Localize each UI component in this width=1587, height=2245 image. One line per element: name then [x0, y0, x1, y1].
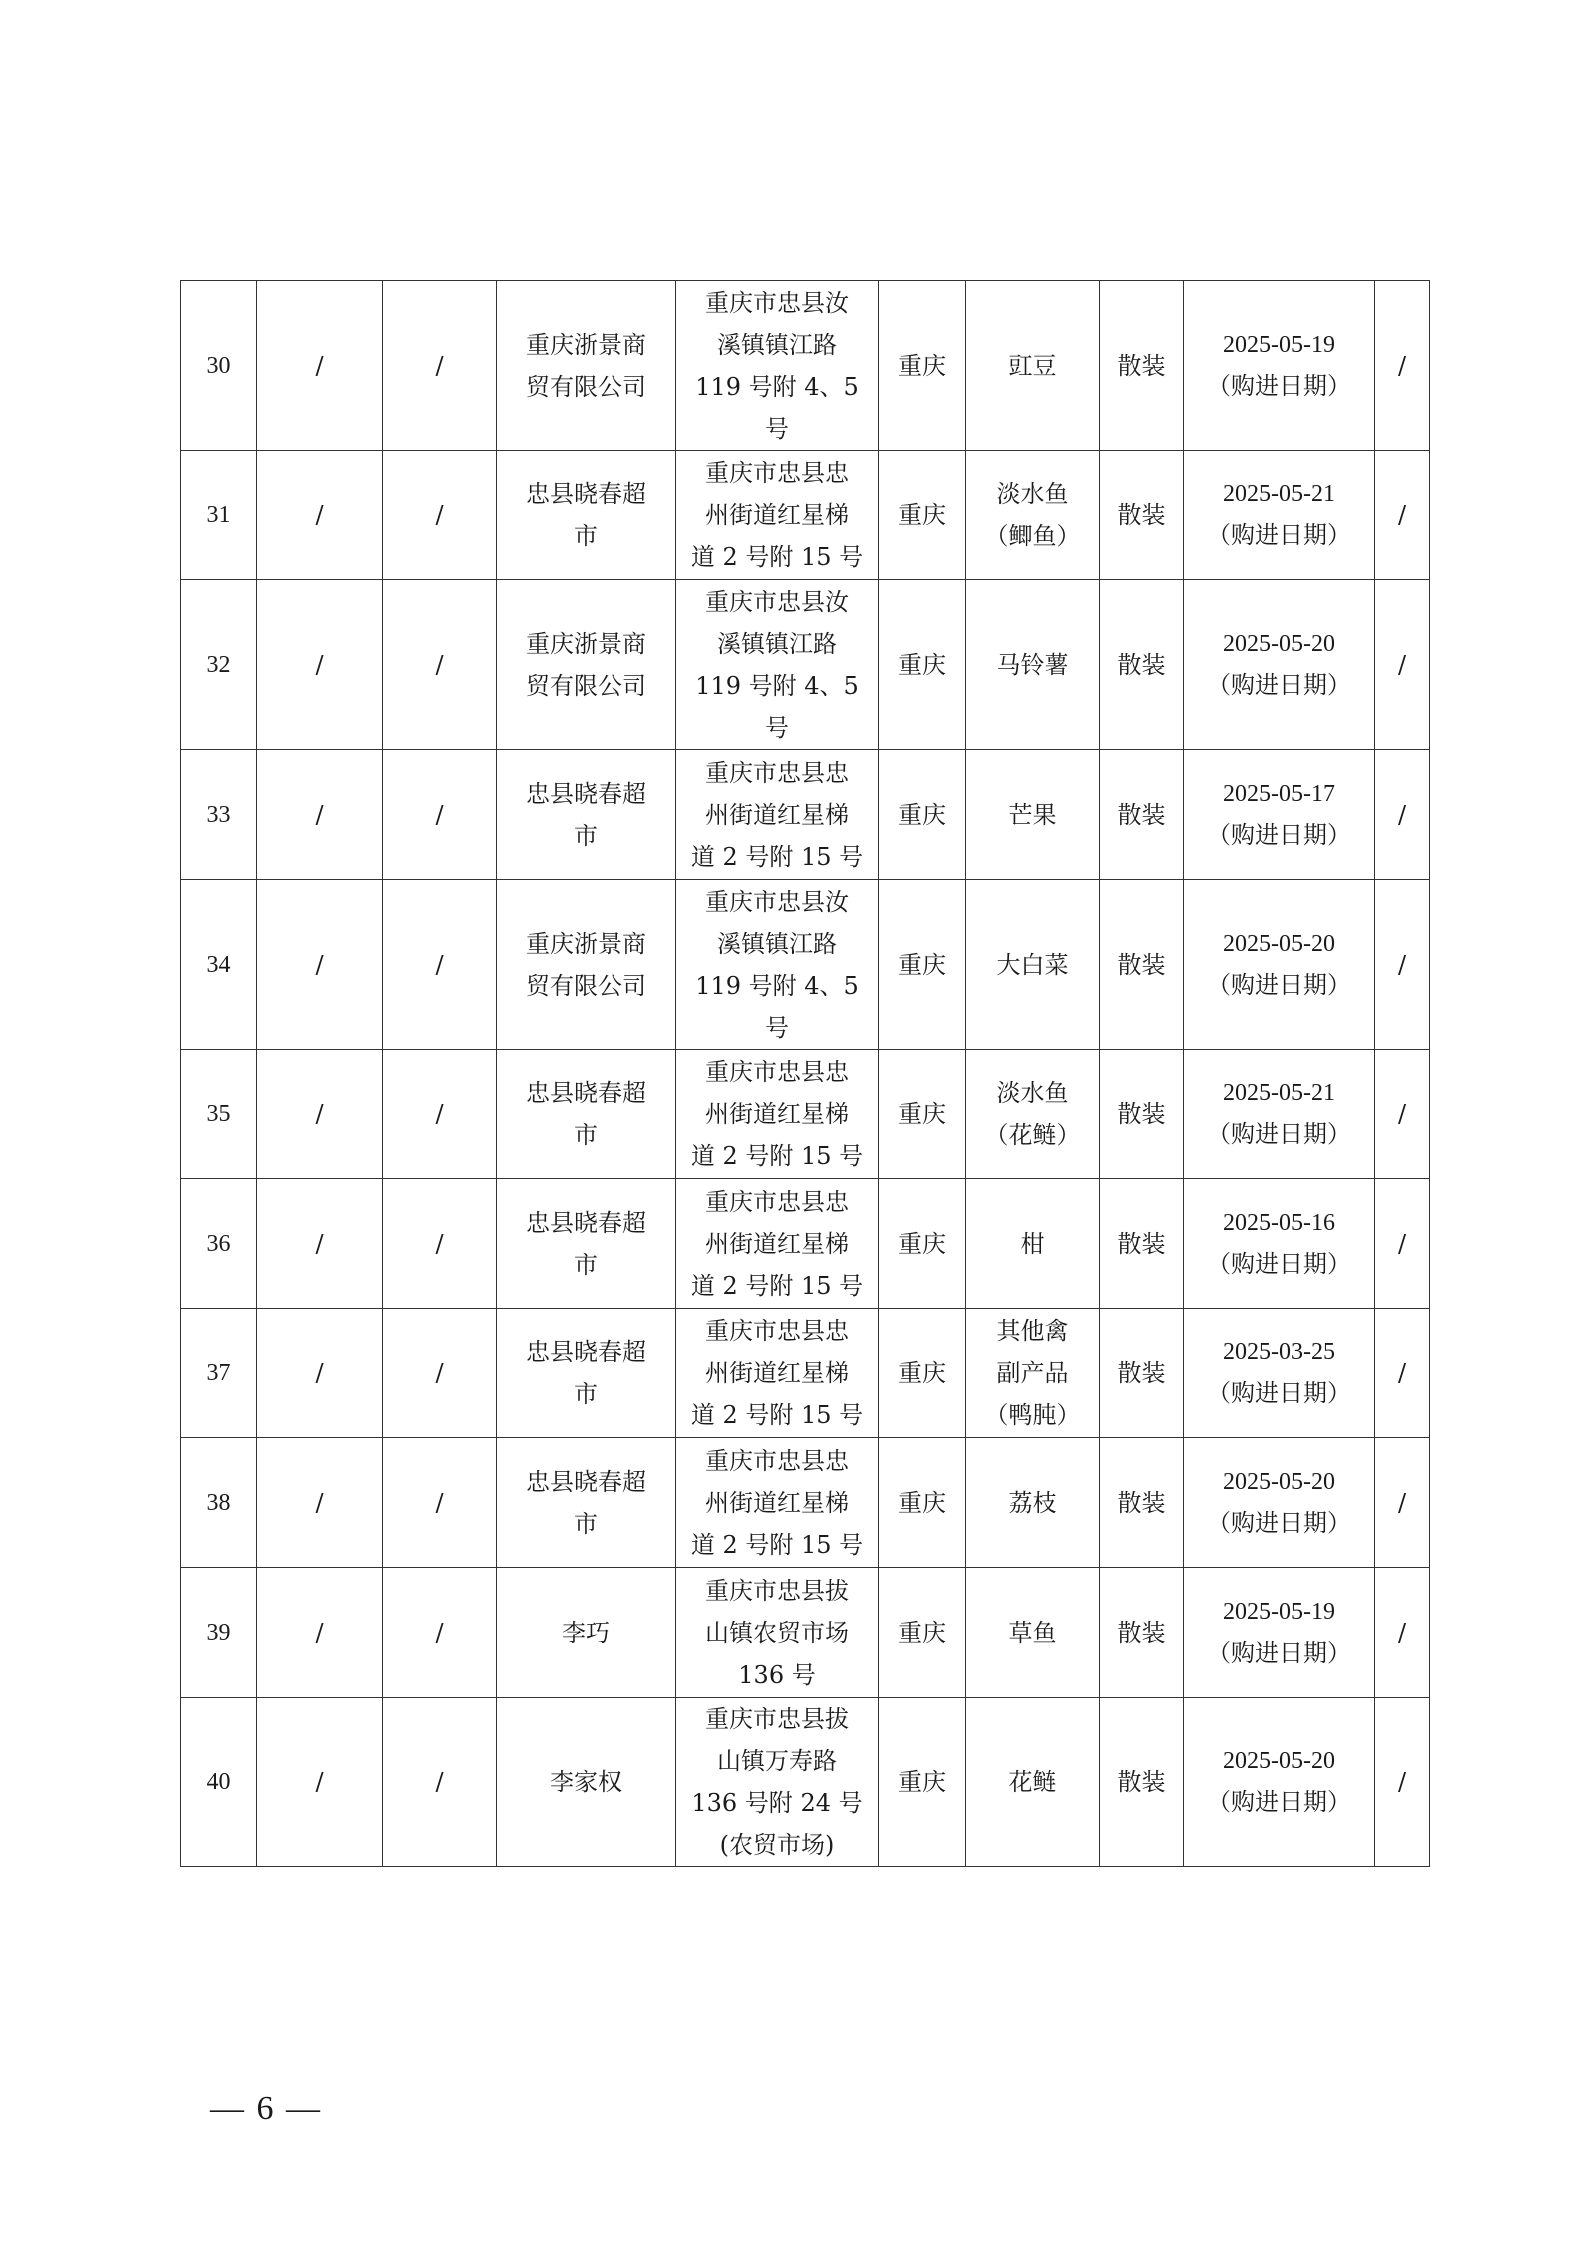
cell-seller-line: 忠县晓春超 [526, 1338, 646, 1366]
cell-product [966, 1179, 1100, 1309]
cell-pack: 散装 [1100, 1438, 1184, 1568]
cell-date-line: 2025-05-19 [1223, 1598, 1335, 1625]
cell-address-line: 119 号附 4、5 [695, 372, 859, 401]
cell-last: / [1375, 1179, 1430, 1309]
cell-address-line: 136 号 [738, 1660, 816, 1689]
cell-date [1184, 880, 1375, 1050]
cell-col2: / [257, 1309, 383, 1438]
cell-date-line: （购进日期） [1207, 672, 1351, 699]
cell-seller-line: 市 [574, 1509, 598, 1538]
cell-seller-line: 市 [574, 1121, 598, 1149]
cell-address-line: 119 号附 4、5 [695, 971, 859, 1000]
cell-last: / [1375, 750, 1430, 880]
cell-date [1184, 1050, 1375, 1179]
cell-date-line: 2025-05-19 [1223, 331, 1335, 358]
cell-origin: 重庆 [879, 580, 966, 750]
cell-product [966, 580, 1100, 750]
cell-seller [497, 880, 676, 1050]
cell-address-line: 136 号附 24 号 [691, 1789, 863, 1817]
page-number: — 6 — [210, 2090, 322, 2127]
cell-origin: 重庆 [879, 1309, 966, 1438]
cell-product-line: 马铃薯 [996, 650, 1069, 679]
cell-col3: / [383, 1698, 497, 1867]
cell-date [1184, 580, 1375, 750]
cell-address-line: 重庆市忠县忠 [705, 459, 849, 487]
cell-seller-line: 忠县晓春超 [526, 779, 646, 808]
cell-address-line: 道 2 号附 15 号 [690, 1530, 864, 1559]
cell-address-line: 重庆市忠县汝 [705, 288, 849, 317]
table-row [181, 580, 1430, 750]
cell-date-line: 2025-05-20 [1223, 630, 1335, 657]
cell-no: 34 [181, 880, 257, 1050]
cell-product-line: 芒果 [1008, 800, 1057, 829]
cell-product [966, 1568, 1100, 1698]
cell-address-line: 溪镇镇江路 [717, 929, 837, 958]
table-row [181, 1050, 1430, 1179]
cell-address-line: 山镇万寿路 [717, 1747, 837, 1775]
cell-origin: 重庆 [879, 750, 966, 880]
cell-seller [497, 1568, 676, 1698]
cell-address [676, 451, 879, 580]
cell-seller-line: 市 [574, 821, 598, 850]
cell-pack: 散装 [1100, 281, 1184, 451]
cell-address [676, 1050, 879, 1179]
cell-seller-line: 忠县晓春超 [526, 1467, 646, 1496]
cell-address-line: 重庆市忠县拔 [705, 1576, 849, 1605]
cell-product [966, 1698, 1100, 1867]
cell-seller [497, 1698, 676, 1867]
cell-product-line: 淡水鱼 [996, 480, 1069, 508]
cell-address-line: 119 号附 4、5 [695, 671, 859, 700]
cell-product [966, 750, 1100, 880]
cell-no: 37 [181, 1309, 257, 1438]
cell-no: 35 [181, 1050, 257, 1179]
table-row [181, 880, 1430, 1050]
cell-col3: / [383, 580, 497, 750]
cell-seller-line: 忠县晓春超 [526, 480, 646, 508]
cell-date [1184, 1568, 1375, 1698]
cell-col2: / [257, 580, 383, 750]
cell-col3: / [383, 1309, 497, 1438]
cell-product [966, 1438, 1100, 1568]
cell-no: 40 [181, 1698, 257, 1867]
cell-last: / [1375, 1050, 1430, 1179]
cell-seller-line: 重庆浙景商 [526, 929, 646, 958]
cell-address-line: 州街道红星梯 [705, 501, 849, 529]
cell-address-line: 重庆市忠县忠 [705, 1317, 849, 1345]
cell-seller-line: 李巧 [562, 1618, 610, 1647]
cell-seller [497, 1438, 676, 1568]
cell-date-line: （购进日期） [1207, 373, 1351, 400]
cell-address [676, 1698, 879, 1867]
cell-product-line: 柑 [1020, 1229, 1045, 1258]
cell-date-line: 2025-05-20 [1223, 1468, 1335, 1495]
cell-address-line: 重庆市忠县汝 [705, 587, 849, 616]
cell-address-line: 州街道红星梯 [705, 1359, 849, 1387]
cell-col3: / [383, 1438, 497, 1568]
cell-date [1184, 1438, 1375, 1568]
cell-origin: 重庆 [879, 1179, 966, 1309]
cell-date [1184, 281, 1375, 451]
cell-address-line: 州街道红星梯 [705, 1229, 849, 1258]
cell-date-line: （购进日期） [1207, 1251, 1351, 1278]
cell-seller-line: 市 [574, 522, 598, 550]
cell-date [1184, 451, 1375, 580]
cell-last: / [1375, 580, 1430, 750]
cell-origin: 重庆 [879, 451, 966, 580]
cell-seller-line: 重庆浙景商 [526, 330, 646, 359]
cell-seller-line: 忠县晓春超 [526, 1208, 646, 1237]
table-row [181, 1438, 1430, 1568]
cell-address [676, 1309, 879, 1438]
cell-col2: / [257, 451, 383, 580]
cell-origin: 重庆 [879, 1050, 966, 1179]
cell-address [676, 1179, 879, 1309]
cell-address-line: 号 [765, 414, 789, 443]
table-row [181, 1698, 1430, 1867]
cell-col2: / [257, 281, 383, 451]
cell-col3: / [383, 1179, 497, 1309]
cell-no: 33 [181, 750, 257, 880]
cell-origin: 重庆 [879, 1438, 966, 1568]
cell-col2: / [257, 1568, 383, 1698]
cell-col2: / [257, 1438, 383, 1568]
cell-address-line: 道 2 号附 15 号 [690, 1401, 864, 1429]
cell-address-line: 重庆市忠县忠 [705, 1058, 849, 1086]
cell-date-line: （购进日期） [1207, 1640, 1351, 1667]
cell-address-line: 州街道红星梯 [705, 1100, 849, 1128]
cell-date-line: 2025-05-17 [1223, 780, 1335, 807]
cell-seller-line: 贸有限公司 [526, 372, 646, 401]
cell-seller-line: 重庆浙景商 [526, 629, 646, 658]
cell-seller [497, 750, 676, 880]
cell-seller [497, 451, 676, 580]
table-body [181, 281, 1430, 1867]
table-row [181, 1568, 1430, 1698]
cell-date-line: （购进日期） [1207, 1790, 1351, 1816]
cell-date-line: （购进日期） [1207, 1122, 1351, 1148]
cell-date-line: 2025-05-21 [1223, 481, 1335, 507]
cell-seller [497, 1309, 676, 1438]
cell-last: / [1375, 1309, 1430, 1438]
cell-col2: / [257, 1050, 383, 1179]
cell-pack: 散装 [1100, 1179, 1184, 1309]
cell-last: / [1375, 1438, 1430, 1568]
cell-no: 39 [181, 1568, 257, 1698]
cell-address [676, 1568, 879, 1698]
cell-pack: 散装 [1100, 750, 1184, 880]
cell-address-line: 溪镇镇江路 [717, 330, 837, 359]
cell-last: / [1375, 1698, 1430, 1867]
cell-product [966, 1309, 1100, 1438]
cell-date [1184, 1179, 1375, 1309]
cell-product-line: 其他禽 [996, 1317, 1069, 1345]
cell-product-line: （鲫鱼） [984, 522, 1081, 550]
cell-address-line: 重庆市忠县忠 [705, 1187, 849, 1216]
cell-origin: 重庆 [879, 1568, 966, 1698]
cell-pack: 散装 [1100, 1309, 1184, 1438]
cell-col2: / [257, 1179, 383, 1309]
cell-seller-line: 李家权 [550, 1768, 622, 1796]
cell-product-line: 副产品 [996, 1359, 1069, 1387]
table-row [181, 750, 1430, 880]
cell-address-line: 重庆市忠县忠 [705, 1446, 849, 1475]
cell-col2: / [257, 880, 383, 1050]
cell-date-line: （购进日期） [1207, 822, 1351, 849]
table-row [181, 1309, 1430, 1438]
cell-pack: 散装 [1100, 1698, 1184, 1867]
cell-date [1184, 1309, 1375, 1438]
cell-last: / [1375, 451, 1430, 580]
cell-origin: 重庆 [879, 880, 966, 1050]
cell-address-line: (农贸市场) [719, 1831, 835, 1859]
cell-address-line: 道 2 号附 15 号 [690, 842, 864, 871]
cell-col2: / [257, 750, 383, 880]
cell-address-line: 重庆市忠县忠 [705, 758, 849, 787]
cell-seller-line: 贸有限公司 [526, 971, 646, 1000]
cell-pack: 散装 [1100, 1050, 1184, 1179]
cell-seller [497, 281, 676, 451]
cell-address-line: 州街道红星梯 [705, 800, 849, 829]
cell-address-line: 号 [765, 1013, 789, 1042]
cell-col3: / [383, 1050, 497, 1179]
cell-col3: / [383, 880, 497, 1050]
cell-product-line: （鸭肫） [984, 1401, 1081, 1429]
cell-date-line: （购进日期） [1207, 1381, 1351, 1407]
cell-date [1184, 750, 1375, 880]
cell-date-line: 2025-05-20 [1223, 930, 1335, 957]
cell-last: / [1375, 281, 1430, 451]
cell-pack: 散装 [1100, 1568, 1184, 1698]
cell-date-line: 2025-03-25 [1223, 1339, 1335, 1365]
cell-seller-line: 贸有限公司 [526, 671, 646, 700]
cell-product-line: 草鱼 [1008, 1618, 1057, 1647]
cell-col3: / [383, 451, 497, 580]
cell-address-line: 重庆市忠县汝 [705, 887, 849, 916]
cell-product [966, 451, 1100, 580]
cell-address-line: 山镇农贸市场 [705, 1618, 849, 1647]
cell-seller-line: 忠县晓春超 [526, 1079, 646, 1107]
cell-date-line: （购进日期） [1207, 1510, 1351, 1537]
cell-origin: 重庆 [879, 1698, 966, 1867]
cell-date-line: （购进日期） [1207, 972, 1351, 999]
cell-date [1184, 1698, 1375, 1867]
cell-address-line: 州街道红星梯 [705, 1488, 849, 1517]
cell-col3: / [383, 281, 497, 451]
cell-col2: / [257, 1698, 383, 1867]
cell-last: / [1375, 1568, 1430, 1698]
cell-address-line: 道 2 号附 15 号 [690, 543, 864, 571]
table-row [181, 451, 1430, 580]
cell-seller [497, 1179, 676, 1309]
cell-product [966, 1050, 1100, 1179]
cell-pack: 散装 [1100, 880, 1184, 1050]
cell-product [966, 880, 1100, 1050]
cell-address [676, 1438, 879, 1568]
cell-address-line: 道 2 号附 15 号 [690, 1142, 864, 1170]
sampling-table [180, 280, 1430, 1867]
table-row [181, 1179, 1430, 1309]
cell-product-line: （花鲢） [984, 1121, 1081, 1149]
cell-product-line: 豇豆 [1008, 351, 1057, 380]
cell-date-line: 2025-05-16 [1223, 1209, 1335, 1236]
cell-product-line: 荔枝 [1008, 1488, 1057, 1517]
cell-address [676, 580, 879, 750]
cell-pack: 散装 [1100, 580, 1184, 750]
cell-col3: / [383, 1568, 497, 1698]
cell-address [676, 750, 879, 880]
cell-product-line: 大白菜 [996, 950, 1069, 979]
cell-seller-line: 市 [574, 1250, 598, 1279]
cell-pack: 散装 [1100, 451, 1184, 580]
cell-product-line: 淡水鱼 [996, 1079, 1069, 1107]
table-row [181, 281, 1430, 451]
cell-product-line: 花鲢 [1008, 1768, 1057, 1796]
cell-no: 36 [181, 1179, 257, 1309]
cell-address [676, 281, 879, 451]
cell-address-line: 道 2 号附 15 号 [690, 1271, 864, 1300]
cell-address [676, 880, 879, 1050]
cell-no: 32 [181, 580, 257, 750]
cell-address-line: 重庆市忠县拔 [705, 1705, 849, 1733]
cell-no: 31 [181, 451, 257, 580]
cell-date-line: 2025-05-21 [1223, 1080, 1335, 1106]
cell-no: 38 [181, 1438, 257, 1568]
cell-last: / [1375, 880, 1430, 1050]
cell-product [966, 281, 1100, 451]
cell-date-line: （购进日期） [1207, 523, 1351, 549]
cell-seller [497, 1050, 676, 1179]
cell-no: 30 [181, 281, 257, 451]
cell-address-line: 号 [765, 713, 789, 742]
cell-origin: 重庆 [879, 281, 966, 451]
cell-date-line: 2025-05-20 [1223, 1748, 1335, 1774]
cell-col3: / [383, 750, 497, 880]
cell-seller-line: 市 [574, 1380, 598, 1408]
cell-address-line: 溪镇镇江路 [717, 629, 837, 658]
cell-seller [497, 580, 676, 750]
